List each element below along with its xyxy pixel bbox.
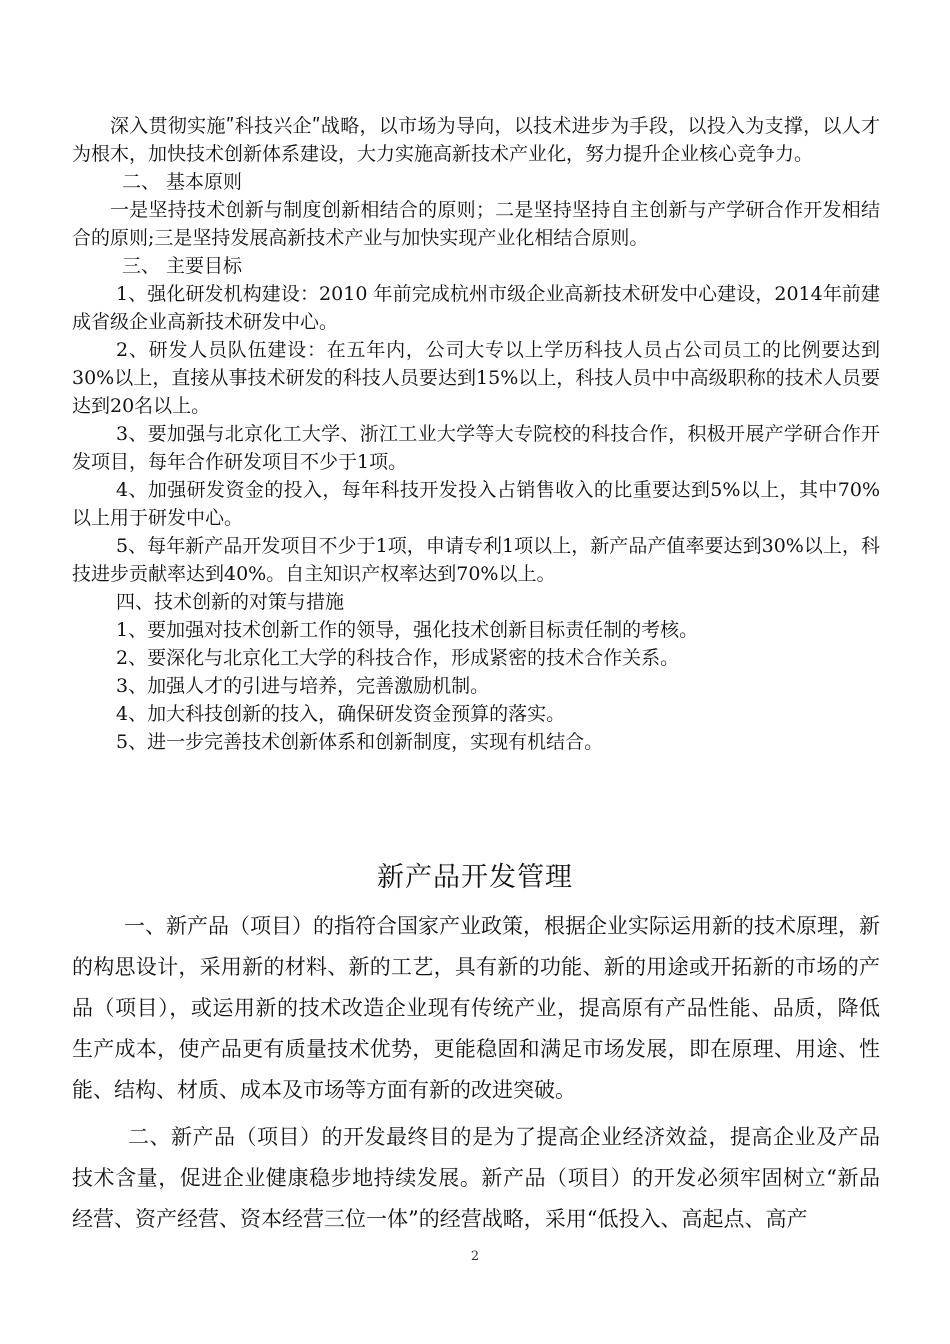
heading-measures: 四、技术创新的对策与措施	[116, 591, 345, 613]
goal-item: 1、强化研发机构建设：2010 年前完成杭州市级企业高新技术研发中心建设，2014年前建成省级企业高新技术研发中心。	[72, 283, 880, 333]
section-title: 新产品开发管理	[377, 862, 573, 893]
heading-goals: 三、 主要目标	[122, 255, 243, 277]
page-number: 2	[470, 1249, 480, 1264]
strategy-section	[72, 112, 880, 756]
body-paragraph: 一、新产品（项目）的指符合国家产业政策，根据企业实际运用新的技术原理，新的构思设计，采用新的材料、新的工艺，具有新的功能、新的用途或开拓新的市场的产品（项目），或运用新的技术改造企业现有传统产业，提高原有产品性能、品质，降低生产成本，使产品更有质量技术优势，更能稳固和满足市场发展，即在原理、用途、性能、结构、材质、成本及市场等方面有新的改进突破。	[72, 914, 880, 1102]
principles-paragraph: 一是坚持技术创新与制度创新相结合的原则；二是坚持坚持自主创新与产学研合作开发相结合的原则;三是坚持发展高新技术产业与加快实现产业化相结合原则。	[72, 199, 880, 249]
measure-item: 4、加大科技创新的技入，确保研发资金预算的落实。	[116, 703, 566, 725]
body-paragraph: 二、新产品（项目）的开发最终目的是为了提高企业经济效益，提高企业及产品技术含量，促进企业健康稳步地持续发展。新产品（项目）的开发必须牢固树立“新品经营、资产经营、资本经营三位一体”的经营战略，采用“低投入、高起点、高产	[72, 1125, 880, 1231]
goal-item: 2、研发人员队伍建设：在五年内，公司大专以上学历科技人员占公司员工的比例要达到30%以上，直接从事技术研发的科技人员要达到15%以上，科技人员中中高级职称的技术人员要达到20名以上。	[72, 339, 880, 417]
heading-principles: 二、 基本原则	[122, 171, 243, 193]
intro-paragraph: 深入贯彻实施ʺ科技兴企ʺ战略，以市场为导向，以技术进步为手段，以投入为支撑，以人才为根木，加快技术创新体系建设，大力实施高新技术产业化，努力提升企业核心竞争力。	[72, 115, 880, 165]
goal-item: 3、要加强与北京化工大学、浙江工业大学等大专院校的科技合作，积极开展产学研合作开发项目，每年合作研发项目不少于1项。	[72, 423, 880, 473]
measure-item: 1、要加强对技术创新工作的领导，强化技术创新目标责任制的考核。	[116, 619, 699, 641]
goal-item: 4、加强研发资金的投入，每年科技开发投入占销售收入的比重要达到5%以上，其中70%以上用于研发中心。	[72, 479, 880, 529]
measure-item: 2、要深化与北京化工大学的科技合作，形成紧密的技术合作关系。	[116, 647, 680, 669]
goal-item: 5、每年新产品开发项目不少于1项，申请专利1项以上，新产品产值率要达到30%以上，科技进步贡献率达到40%。自主知识产权率达到70%以上。	[72, 535, 880, 585]
measure-item: 5、进一步完善技术创新体系和创新制度，实现有机结合。	[116, 731, 604, 753]
measure-item: 3、加强人才的引进与培养，完善激励机制。	[116, 675, 490, 697]
new-product-section	[72, 906, 880, 1240]
